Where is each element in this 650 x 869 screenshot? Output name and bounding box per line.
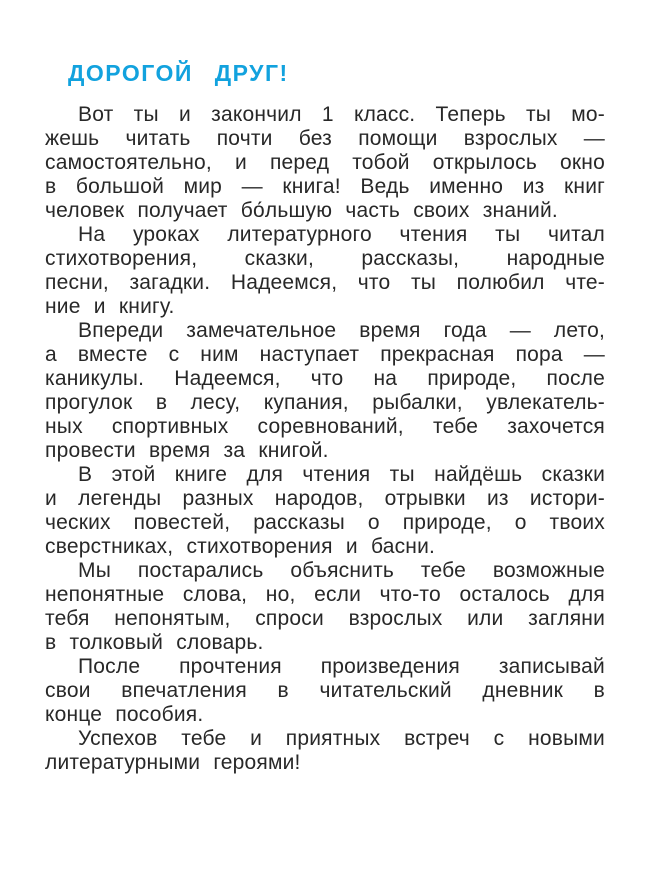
text-line: конце пособия. — [45, 703, 204, 726]
paragraph — [45, 319, 605, 463]
text-line: стихотворения, сказки, рассказы, народные — [45, 247, 605, 270]
paragraph — [45, 103, 605, 223]
text-line: Впереди замечательное время года — лето, — [78, 319, 605, 342]
paragraph — [45, 727, 605, 775]
text-line: прогулок в лесу, купания, рыбалки, увлекатель- — [45, 391, 605, 414]
text-line: в большой мир — книга! Ведь именно из книг — [45, 175, 605, 198]
text-line: сверстниках, стихотворения и басни. — [45, 535, 436, 558]
page-content — [45, 60, 605, 775]
text-line: В этой книге для чтения ты найдёшь сказки — [78, 463, 605, 486]
text-line: тебя непонятым, спроси взрослых или загляни — [45, 607, 605, 630]
text-line: Вот ты и закончил 1 класс. Теперь ты мо- — [78, 103, 605, 126]
page-heading: ДОРОГОЙ ДРУГ! — [68, 60, 289, 86]
paragraph — [45, 559, 605, 655]
text-line: Успехов тебе и приятных встреч с новыми — [78, 727, 605, 750]
text-line: ных спортивных соревнований, тебе захочется — [45, 415, 605, 438]
text-line: песни, загадки. Надеемся, что ты полюбил чте- — [45, 271, 605, 294]
text-line: ческих повестей, рассказы о природе, о твоих — [45, 511, 605, 534]
text-line: и легенды разных народов, отрывки из истори- — [45, 487, 605, 510]
paragraph — [45, 463, 605, 559]
text-line: человек получает бо́льшую часть своих знаний. — [45, 199, 558, 222]
paragraph — [45, 223, 605, 319]
text-line: ние и книгу. — [45, 295, 175, 318]
text-line: провести время за книгой. — [45, 439, 329, 462]
text-line: а вместе с ним наступает прекрасная пора — — [45, 343, 605, 366]
text-line: На уроках литературного чтения ты читал — [78, 223, 605, 246]
text-line: каникулы. Надеемся, что на природе, после — [45, 367, 605, 390]
text-line: в толковый словарь. — [45, 631, 264, 654]
text-line: литературными героями! — [45, 751, 301, 774]
text-line: непонятные слова, но, если что-то осталось для — [45, 583, 605, 606]
text-line: свои впечатления в читательский дневник в — [45, 679, 605, 702]
text-body — [45, 103, 605, 775]
text-line: После прочтения произведения записывай — [78, 655, 605, 678]
text-line: самостоятельно, и перед тобой открылось окно — [45, 151, 605, 174]
text-line: жешь читать почти без помощи взрослых — — [45, 127, 605, 150]
paragraph — [45, 655, 605, 727]
text-line: Мы постарались объяснить тебе возможные — [78, 559, 605, 582]
